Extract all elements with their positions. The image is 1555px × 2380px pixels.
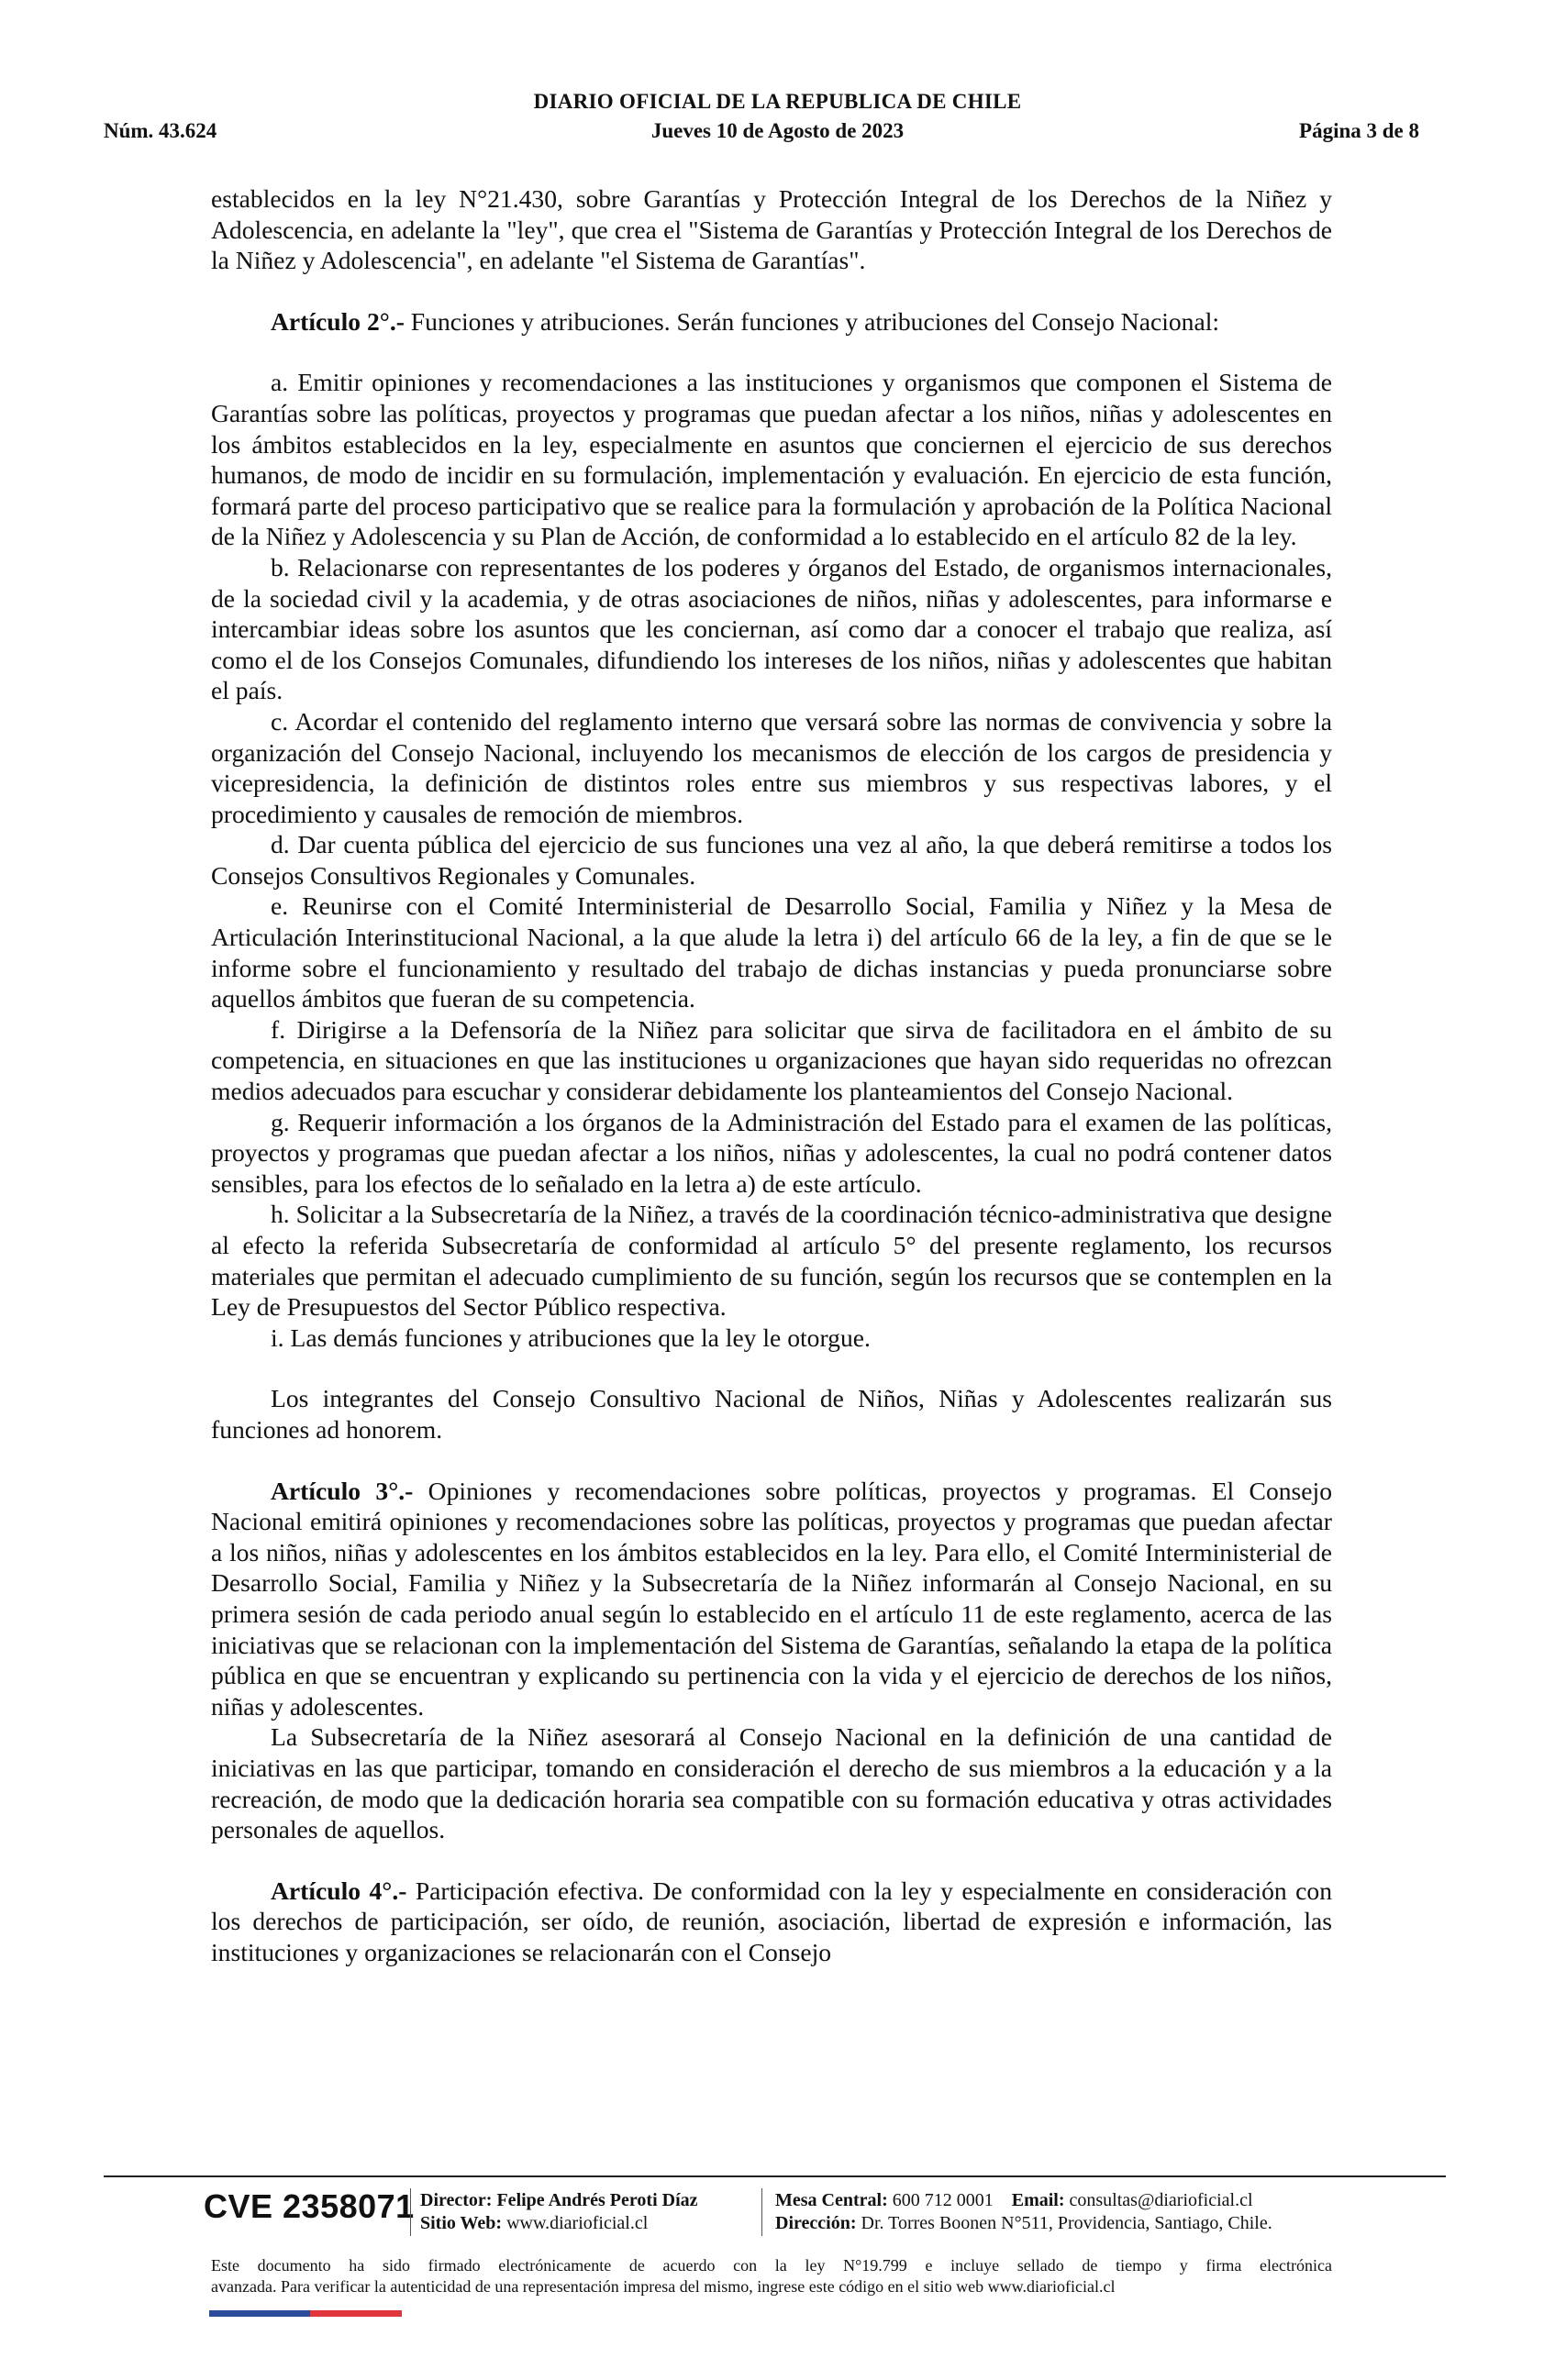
- document-body: [211, 183, 1332, 1967]
- article-4-paragraph: [211, 1876, 1332, 1968]
- issue-number: Núm. 43.624: [104, 119, 217, 142]
- article-3-text: Opiniones y recomendaciones sobre políticas, proyectos y programas. El Consejo Nacional emitirá opiniones y recomendaciones sobre las políticas, proyectos y programas que puedan afectar a los niños, niñas y adolescentes en los ámbitos establecidos en la ley. Para ello, el Comité Interministerial de Desarrollo Social, Familia y Niñez y la Subsecretaría de la Niñez informarán al Consejo Nacional, en su primera sesión de cada periodo anual según lo establecido en el artículo 11 de este reglamento, acerca de las iniciativas que se relacionan con la implementación del Sistema de Garantías, señalando la etapa de la política pública en que se encuentran y explicando su pertinencia con la vida y el ejercicio de derechos de los niños, niñas y adolescentes.: [211, 1476, 1332, 1721]
- phone-label: Mesa Central:: [775, 2190, 888, 2210]
- signature-note-line-2: avanzada. Para verificar la autenticidad de una representación impresa del mismo, ingrese este código en el sitio web www.diarioficial.cl: [211, 2277, 1116, 2296]
- article-2-heading: Artículo 2°.-: [271, 306, 405, 336]
- website-label: Sitio Web:: [420, 2213, 503, 2233]
- article-3-paragraph: [211, 1476, 1332, 1722]
- article-3-second-paragraph: La Subsecretaría de la Niñez asesorará al Consejo Nacional en la definición de una cantidad de iniciativas en las que participar, tomando en consideración el derecho de sus miembros a la educación y a la recreación, de modo que la dedicación horaria sea compatible con su formación educativa y otras actividades personales de aquellos.: [211, 1722, 1332, 1844]
- website-link[interactable]: www.diarioficial.cl: [506, 2213, 649, 2233]
- flag-stripe-red: [310, 2310, 402, 2317]
- article-3-heading: Artículo 3°.-: [271, 1476, 414, 1505]
- footer-separator: [761, 2188, 762, 2236]
- cve-code: CVE 2358071: [204, 2187, 415, 2225]
- footer-separator: [410, 2188, 411, 2236]
- email-link[interactable]: consultas@diarioficial.cl: [1069, 2190, 1253, 2210]
- article-4-heading: Artículo 4°.-: [271, 1876, 407, 1905]
- article-4-text: Participación efectiva. De conformidad con la ley y especialmente en consideración con los derechos de participación, ser oído, de reunión, asociación, libertad de expresión e información, las instituciones y organizaciones se relacionarán con el Consejo: [211, 1876, 1332, 1966]
- newspaper-title: DIARIO OFICIAL DE LA REPUBLICA DE CHILE: [533, 90, 1022, 113]
- address-text: Dr. Torres Boonen N°511, Providencia, Santiago, Chile.: [861, 2213, 1272, 2233]
- phone-number: 600 712 0001: [892, 2190, 994, 2210]
- intro-paragraph: establecidos en la ley N°21.430, sobre Garantías y Protección Integral de los Derechos de la Niñez y Adolescencia, en adelante la "ley", que crea el "Sistema de Garantías y Protección Integral de los Derechos de la Niñez y Adolescencia", en adelante "el Sistema de Garantías".: [211, 184, 1332, 275]
- list-item-b: b. Relacionarse con representantes de los poderes y órganos del Estado, de organismos internacionales, de la sociedad civil y la academia, y de otras asociaciones de niños, niñas y adolescentes, para informarse e intercambiar ideas sobre los asuntos que les conciernan, así como dar a conocer el trabajo que realiza, así como el de los Consejos Comunales, difundiendo los intereses de los niños, niñas y adolescentes que habitan el país.: [211, 552, 1332, 705]
- footer-contact-block: [775, 2189, 1272, 2235]
- list-item-f: f. Dirigirse a la Defensoría de la Niñez para solicitar que sirva de facilitadora en el ámbito de su competencia, en situaciones en que las instituciones u organizaciones que hayan sido requeridas no ofrezcan medios adecuados para escuchar y considerar debidamente los planteamientos del Consejo Nacional.: [211, 1014, 1332, 1106]
- issue-date: Jueves 10 de Agosto de 2023: [650, 119, 905, 142]
- list-item-c: c. Acordar el contenido del reglamento interno que versará sobre las normas de convivencia y sobre la organización del Consejo Nacional, incluyendo los mecanismos de elección de los cargos de presidencia y vicepresidencia, la definición de distintos roles entre sus miembros y sus respectivas labores, y el procedimiento y causales de remoción de miembros.: [211, 706, 1332, 828]
- signature-note-line-1: Este documento ha sido firmado electrónicamente de acuerdo con la ley N°19.799 e incluye sellado de tiempo y firma electrónica: [211, 2256, 1332, 2275]
- email-label: Email:: [1011, 2190, 1065, 2210]
- list-item-h: h. Solicitar a la Subsecretaría de la Niñez, a través de la coordinación técnico-administrativa que designe al efecto la referida Subsecretaría de conformidad al artículo 5° del presente reglamento, los recursos materiales que permitan el adecuado cumplimiento de su función, según los recursos que se contemplen en la Ley de Presupuestos del Sector Público respectiva.: [211, 1200, 1332, 1322]
- article-2-paragraph: [211, 306, 1332, 338]
- address-label: Dirección:: [775, 2213, 857, 2233]
- footer-divider: [104, 2175, 1446, 2177]
- footer-director-block: [420, 2189, 698, 2235]
- list-item-a: a. Emitir opiniones y recomendaciones a las instituciones y organismos que componen el Sistema de Garantías sobre las políticas, proyectos y programas que puedan afectar a los niños, niñas y adolescentes en los ámbitos establecidos en la ley, especialmente en asuntos que conciernen el ejercicio de sus derechos humanos, de modo de incidir en su formulación, implementación y evaluación. En ejercicio de esta función, formará parte del proceso participativo que se realice para la formulación y aprobación de la Política Nacional de la Niñez y Adolescencia y su Plan de Acción, de conformidad a lo establecido en el artículo 82 de la ley.: [211, 368, 1332, 551]
- flag-stripe-blue: [209, 2310, 310, 2317]
- ad-honorem-paragraph: Los integrantes del Consejo Consultivo Nacional de Niños, Niñas y Adolescentes realizarán sus funciones ad honorem.: [211, 1384, 1332, 1444]
- page-number: Página 3 de 8: [1299, 119, 1419, 142]
- article-2-text: Funciones y atribuciones. Serán funciones y atribuciones del Consejo Nacional:: [404, 306, 1220, 336]
- director-name: Felipe Andrés Peroti Díaz: [496, 2190, 698, 2210]
- director-label: Director:: [420, 2190, 493, 2210]
- list-item-d: d. Dar cuenta pública del ejercicio de sus funciones una vez al año, la que deberá remitirse a todos los Consejos Consultivos Regionales y Comunales.: [211, 830, 1332, 890]
- list-item-i: i. Las demás funciones y atribuciones que la ley le otorgue.: [271, 1323, 871, 1352]
- list-item-g: g. Requerir información a los órganos de la Administración del Estado para el examen de las políticas, proyectos y programas que puedan afectar a los niños, niñas y adolescentes, la cual no podrá contener datos sensibles, para los efectos de lo señalado en la letra a) de este artículo.: [211, 1107, 1332, 1198]
- list-item-e: e. Reunirse con el Comité Interministerial de Desarrollo Social, Familia y Niñez y la Mesa de Articulación Interinstitucional Nacional, a la que alude la letra i) del artículo 66 de la ley, a fin de que se le informe sobre el funcionamiento y resultado del trabajo de dichas instancias y pueda pronunciarse sobre aquellos ámbitos que fueran de su competencia.: [211, 891, 1332, 1013]
